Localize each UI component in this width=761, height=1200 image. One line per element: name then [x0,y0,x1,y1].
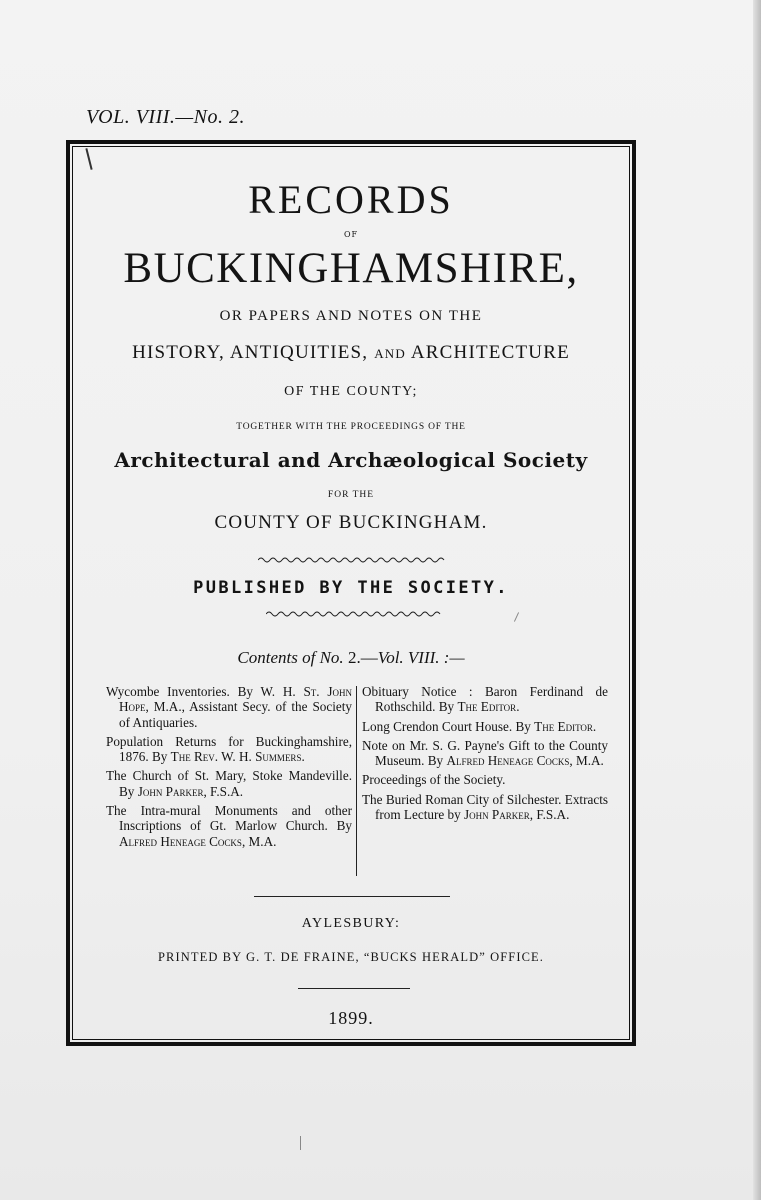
entry-text-tail: , F.S.A. [203,783,244,799]
entry-text-tail: , M.A. [241,833,277,849]
contents-heading-d: Vol. VIII. :— [377,648,465,667]
entry-author: John Parker [137,783,204,799]
title-of: OF [343,230,359,239]
published-by-society: PUBLISHED BY THE SOCIETY. [193,578,509,598]
title-records: RECORDS [248,177,454,222]
entry-text: The Church of St. Mary, Stoke Mandeville. By [106,768,352,799]
entry-text: Proceedings of the Society. [362,772,506,788]
contents-entry [362,719,608,734]
rule-above-year [298,988,410,989]
contents-heading-a: Contents of [237,648,316,667]
entry-text-tail: , F.S.A. [529,807,570,823]
imprint-printer: PRINTED BY G. T. DE FRAINE, “BUCKS HERALD” OFFICE. [157,950,545,964]
together-line: TOGETHER WITH THE PROCEEDINGS OF THE [236,422,466,432]
contents-entry [106,734,352,765]
entry-text: Population Returns for Buckinghamshire, 1876. By [106,733,352,765]
entry-author: John Parker [463,807,530,823]
contents-entry [362,684,608,715]
page-edge-shadow [753,0,761,1200]
title-buckinghamshire: BUCKINGHAMSHIRE, [123,245,579,292]
society-name-blackletter: Architectural and Archæological Society [114,448,588,472]
entry-author: The Editor [534,718,593,734]
entry-text-tail: . [592,718,597,734]
entry-author: The Rev. W. H. Summers [170,749,302,765]
rule-above-imprint [254,896,450,897]
entry-author: St. John Hope [119,684,352,715]
entry-author: Alfred Heneage Cocks [446,753,570,769]
entry-text-tail: . [301,749,305,765]
contents-right-column [362,684,608,826]
contents-entry [106,768,352,799]
imprint-year: 1899. [328,1008,374,1028]
subtitle-history-and: AND [374,346,406,361]
entry-author: The Editor [457,699,517,715]
contents-left-column [106,684,352,853]
county-of-buckingham: COUNTY OF BUCKINGHAM. [214,512,488,533]
entry-text: Wycombe Inventories. By W. H. [106,684,304,699]
imprint-place: AYLESBURY: [301,916,401,931]
volume-number: VOL. VIII.—No. 2. [86,106,246,128]
subtitle-history [72,342,630,364]
contents-entry [362,738,608,769]
entry-text-tail: , M.A., Assistant Secy. of the Society of Antiquaries. [119,699,352,730]
subtitle-papers: OR PAPERS AND NOTES ON THE [219,308,483,324]
wavy-rule-top [258,556,446,564]
contents-entry [362,772,608,787]
wavy-rule-bottom [266,610,442,618]
contents-entry [106,684,352,730]
entry-author: Alfred Heneage Cocks [119,833,242,849]
contents-entry [362,792,608,823]
subtitle-history-a: HISTORY, ANTIQUITIES, [132,342,369,363]
entry-text-tail: . [516,699,520,715]
contents-heading-c: 2.— [343,648,378,667]
subtitle-county: OF THE COUNTY; [284,384,418,399]
for-the-line: FOR THE [327,490,375,500]
entry-text: The Intra-mural Monuments and other Inscriptions of Gt. Marlow Church. By [106,803,352,834]
entry-text: The Buried Roman City of Silchester. Extracts from Lecture by [362,791,608,823]
pencil-mark-bottom [300,1136,301,1150]
contents-entry [106,803,352,849]
contents-heading-b: No. [319,648,344,667]
contents-heading [72,648,630,668]
entry-text: Obituary Notice : Baron Ferdinand de Rothschild. By [362,684,608,715]
contents-column-divider [356,686,357,876]
entry-text: Note on Mr. S. G. Payne's Gift to the County Museum. By [362,737,608,769]
entry-text-tail: , M.A. [569,753,604,769]
entry-text: Long Crendon Court House. By [362,718,535,734]
subtitle-history-c: ARCHITECTURE [410,342,570,363]
